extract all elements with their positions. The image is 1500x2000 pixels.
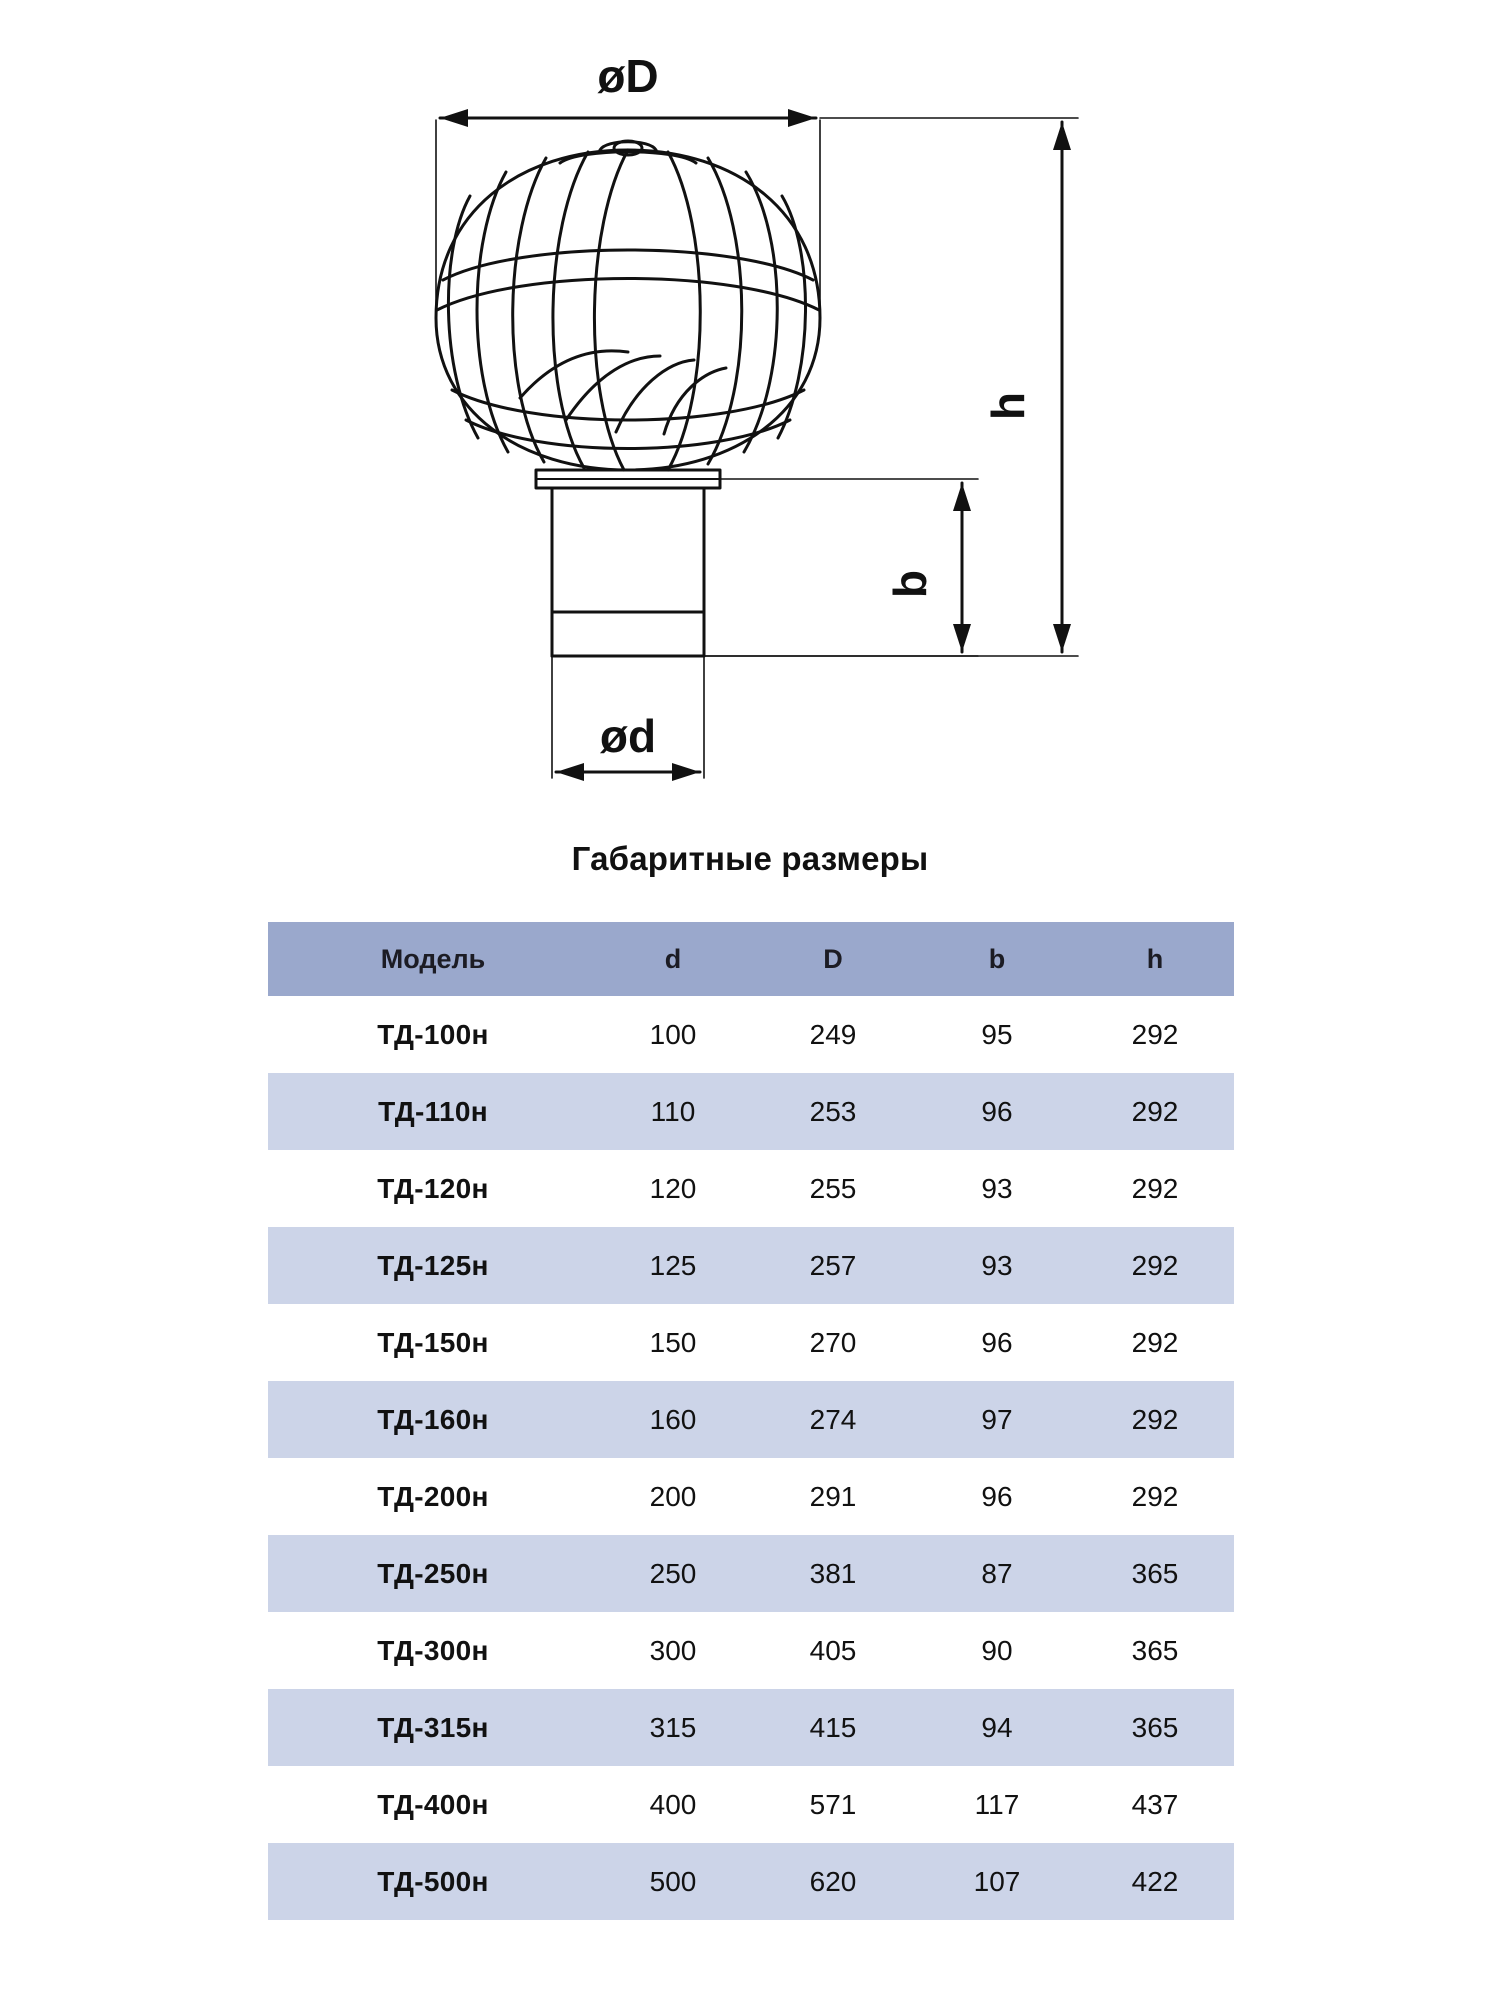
turbine-vane-4 <box>553 152 588 468</box>
cell-D: 274 <box>748 1381 918 1458</box>
cell-model: ТД-160н <box>268 1381 598 1458</box>
cell-model: ТД-100н <box>268 996 598 1073</box>
cell-D: 249 <box>748 996 918 1073</box>
cell-D: 270 <box>748 1304 918 1381</box>
cell-model: ТД-315н <box>268 1689 598 1766</box>
cell-D: 255 <box>748 1150 918 1227</box>
deflector-svg <box>0 0 1500 820</box>
cell-h: 365 <box>1076 1535 1234 1612</box>
cell-d: 500 <box>598 1843 748 1920</box>
cell-D: 257 <box>748 1227 918 1304</box>
arrow-h-bottom <box>1053 624 1071 652</box>
cell-D: 381 <box>748 1535 918 1612</box>
cell-d: 400 <box>598 1766 748 1843</box>
column-header-h: h <box>1076 922 1234 996</box>
cell-model: ТД-120н <box>268 1150 598 1227</box>
cell-h: 422 <box>1076 1843 1234 1920</box>
table-row <box>268 1689 1234 1766</box>
cell-D: 405 <box>748 1612 918 1689</box>
cell-h: 292 <box>1076 1381 1234 1458</box>
cell-b: 90 <box>918 1612 1076 1689</box>
cell-D: 415 <box>748 1689 918 1766</box>
table-row <box>268 1612 1234 1689</box>
cell-model: ТД-500н <box>268 1843 598 1920</box>
cell-d: 250 <box>598 1535 748 1612</box>
cell-model: ТД-400н <box>268 1766 598 1843</box>
cell-b: 96 <box>918 1458 1076 1535</box>
cell-b: 93 <box>918 1227 1076 1304</box>
cell-h: 292 <box>1076 1227 1234 1304</box>
cell-b: 87 <box>918 1535 1076 1612</box>
table-row <box>268 1073 1234 1150</box>
column-header-b: b <box>918 922 1076 996</box>
cell-d: 315 <box>598 1689 748 1766</box>
cell-model: ТД-200н <box>268 1458 598 1535</box>
arrow-D-right <box>788 109 816 127</box>
cell-D: 291 <box>748 1458 918 1535</box>
label-inner-diameter: ød <box>599 710 657 762</box>
column-header-D: D <box>748 922 918 996</box>
cell-b: 107 <box>918 1843 1076 1920</box>
cell-d: 125 <box>598 1227 748 1304</box>
table-row <box>268 1458 1234 1535</box>
label-height: h <box>982 391 1034 421</box>
arrow-h-top <box>1053 122 1071 150</box>
cell-D: 571 <box>748 1766 918 1843</box>
arrow-d-left <box>556 763 584 781</box>
cell-d: 200 <box>598 1458 748 1535</box>
table-row <box>268 1766 1234 1843</box>
cell-model: ТД-125н <box>268 1227 598 1304</box>
cell-d: 150 <box>598 1304 748 1381</box>
cell-b: 96 <box>918 1304 1076 1381</box>
label-base-height: b <box>884 569 936 599</box>
table-row <box>268 1304 1234 1381</box>
table-row <box>268 1381 1234 1458</box>
table-row <box>268 1843 1234 1920</box>
table-title: Габаритные размеры <box>571 840 929 877</box>
arrow-D-left <box>440 109 468 127</box>
inner-blade-1 <box>520 351 628 398</box>
turbine-vane-5 <box>594 150 628 470</box>
column-header-model: Модель <box>268 922 598 996</box>
cell-d: 100 <box>598 996 748 1073</box>
turbine-vane-8 <box>744 172 777 452</box>
cell-b: 94 <box>918 1689 1076 1766</box>
cell-h: 292 <box>1076 1304 1234 1381</box>
cell-d: 160 <box>598 1381 748 1458</box>
cell-h: 365 <box>1076 1612 1234 1689</box>
cell-h: 292 <box>1076 1073 1234 1150</box>
turbine-hoop-top <box>443 250 813 280</box>
arrow-b-bottom <box>953 624 971 652</box>
table-row <box>268 1535 1234 1612</box>
cell-d: 120 <box>598 1150 748 1227</box>
turbine-vane-3 <box>513 158 546 462</box>
cell-b: 96 <box>918 1073 1076 1150</box>
arrow-d-right <box>672 763 700 781</box>
cell-model: ТД-300н <box>268 1612 598 1689</box>
dimensions-table <box>268 922 1234 1920</box>
dimensions-table-wrapper <box>268 922 1234 1920</box>
cell-b: 95 <box>918 996 1076 1073</box>
table-body <box>268 996 1234 1920</box>
cell-b: 117 <box>918 1766 1076 1843</box>
table-row <box>268 1227 1234 1304</box>
cell-b: 93 <box>918 1150 1076 1227</box>
label-outer-diameter: øD <box>597 50 659 102</box>
cell-model: ТД-250н <box>268 1535 598 1612</box>
table-header-row <box>268 922 1234 996</box>
table-row <box>268 996 1234 1073</box>
cell-d: 110 <box>598 1073 748 1150</box>
technical-drawing <box>0 0 1500 820</box>
cell-D: 620 <box>748 1843 918 1920</box>
cell-b: 97 <box>918 1381 1076 1458</box>
turbine-vane-6 <box>668 152 700 470</box>
column-header-d: d <box>598 922 748 996</box>
cell-D: 253 <box>748 1073 918 1150</box>
turbine-vane-9 <box>778 196 806 438</box>
table-head <box>268 922 1234 996</box>
cell-h: 437 <box>1076 1766 1234 1843</box>
turbine-hoop-mid <box>437 279 819 311</box>
arrow-b-top <box>953 483 971 511</box>
cell-h: 292 <box>1076 1458 1234 1535</box>
turbine-vane-1 <box>448 196 478 438</box>
table-row <box>268 1150 1234 1227</box>
cell-h: 365 <box>1076 1689 1234 1766</box>
turbine-vane-2 <box>477 172 508 452</box>
cell-model: ТД-110н <box>268 1073 598 1150</box>
turbine-hoop-low <box>452 390 804 420</box>
cell-d: 300 <box>598 1612 748 1689</box>
cell-h: 292 <box>1076 996 1234 1073</box>
cell-h: 292 <box>1076 1150 1234 1227</box>
turbine-vane-7 <box>708 158 742 464</box>
cell-model: ТД-150н <box>268 1304 598 1381</box>
